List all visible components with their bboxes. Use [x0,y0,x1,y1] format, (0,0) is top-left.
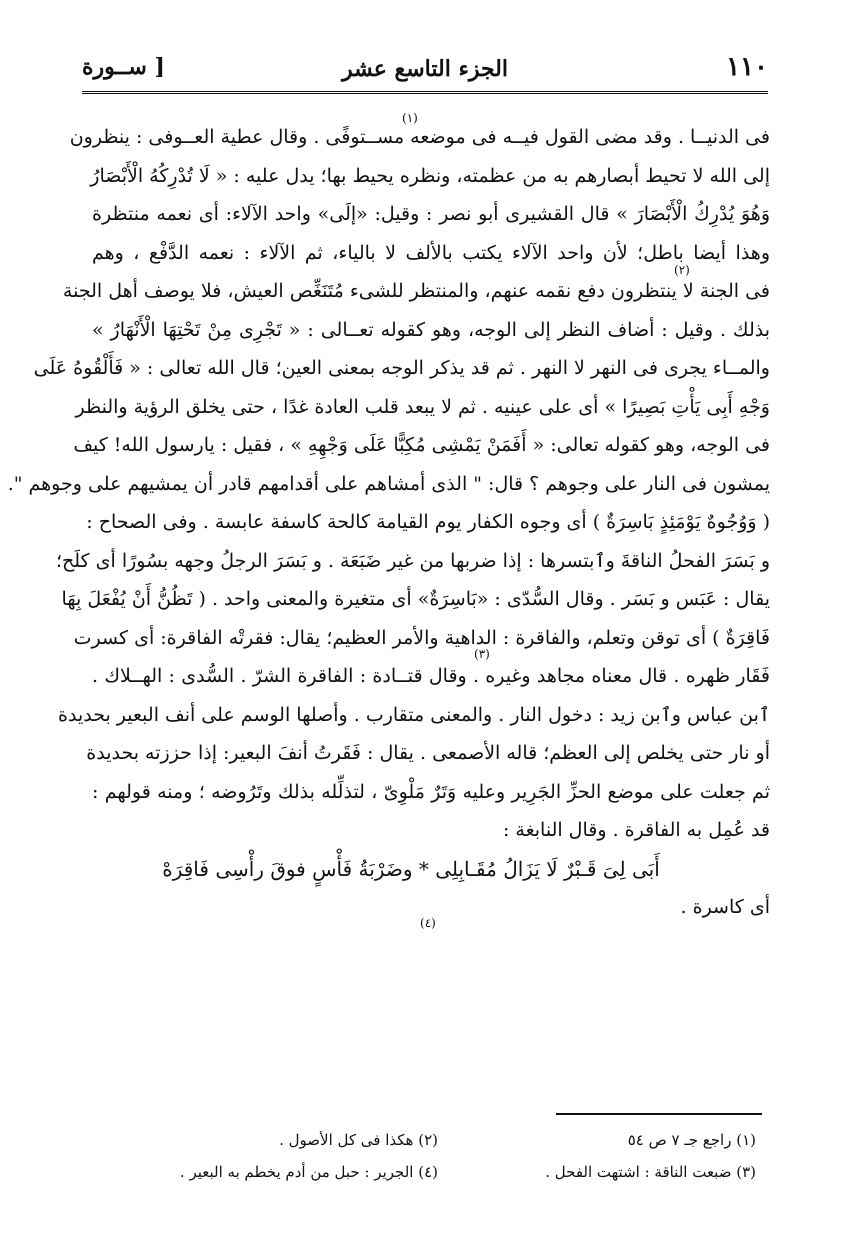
running-title: الجزء التاسع عشر [341,56,508,82]
text-line: فَقَار ظهره . قال معناه مجاهد وغيره . وقال قتــادة : الفاقرة الشرّ . السُّدى : الهــلاك . [92,665,770,687]
text-line: يمشون فى النار على وجوهم ؟ قال: " الذى أمشاهم على أقدامهم قادر أن يمشيهم على وجوهم ". [7,472,770,495]
text-line: إلى الله لا تحيط أبصارهم به من عظمته، ونظره يحيط بها؛ يدل عليه : « لَا تُدْرِكُهُ الْأَبْصَارُ [90,164,770,187]
page-number: ١١٠ [726,52,768,82]
surah-label: [ ســورة [82,54,165,80]
page-header [82,44,768,94]
text-line: وَجْهِ أَبِى يَأْتِ بَصِيرًا » أى على عينيه . ثم لا يبعد قلب العادة غدًا ، حتى يخلق الرؤية والنظر [75,395,770,418]
text-line: فَاقِرَةٌ ) أى توقن وتعلم، والفاقرة : الداهية والأمر العظيم؛ يقال: فقرتْه الفاقرة: أى كسرت [73,626,770,649]
footnote-1: (١) راجع جـ ٧ ص ٥٤ [627,1131,756,1149]
main-text [7,118,770,930]
footnote-mark-4: (٤) [420,916,436,930]
footnotes [120,1124,756,1188]
footnote-3: (٣) ضبعت الناقة : اشتهت الفحل . [545,1163,756,1181]
text-line: فى الجنة لا ينتظرون دفع نقمه عنهم، والمنتظر للشىء مُتَنَغِّص العيش، فلا يوصف أهل الجنة [62,280,770,302]
text-line: و بَسَرَ الفحلُ الناقةَ وٱبتسرها : إذا ضربها من غير ضَبَعَة . و بَسَرَ الرجلُ وجهه بسُورًا أى كلَح؛ [55,549,770,572]
text-line: فى الوجه، وهو كقوله تعالى: « أَفَمَنْ يَمْشِى مُكِبًّا عَلَى وَجْهِهِ » ، فقيل : يارسول الله! كيف [73,434,770,456]
text-line: ثم جعلت على موضع الحزِّ الجَرِير وعليه وَتَرٌ مَلْوِىّ ، لتذلِّله بذلك وتَرُوضه ؛ ومنه قولهم : [92,780,770,803]
header-rule [82,91,768,94]
text-line: بذلك . وقيل : أضاف النظر إلى الوجه، وهو كقوله تعــالى : « تَجْرِى مِنْ تَحْتِهَا الْأَنْهَارُ » [92,318,770,341]
text-line: وهذا أيضا باطل؛ لأن واحد الآلاء يكتب بالألف لا بالياء، ثم الآلاء : نعمه الدَّفْع ، وهم [92,241,770,264]
text-line: يقال : عَبَس و بَسَر . وقال السُّدّى : «بَاسِرَةٌ» أى متغيرة والمعنى واحد . ( تَظُنُّ أَنْ يُفْعَلَ بِهَا [61,588,770,610]
footnote-mark-3: (٣) [474,647,490,661]
footnote-4: (٤) الجرير : حبل من أدم يخطم به البعير . [179,1163,438,1181]
footnote-mark-2: (٢) [674,263,690,277]
text-line: والمــاء يجرى فى النهر لا النهر . ثم قد يذكر الوجه بمعنى العين؛ قال الله تعالى : « فَأَلْقُوهُ عَلَى [33,357,770,379]
text-line: أو نار حتى يخلص إلى العظم؛ قاله الأصمعى . يقال : فَقَرتُ أنفَ البعير: إذا حززته بحديدة [86,742,770,764]
footnote-2: (٢) هكذا فى كل الأصول . [279,1131,438,1149]
text-line: قد عُمِل به الفاقرة . وقال النابغة : [502,819,770,841]
text-line: ٱبن عباس وٱبن زيد : دخول النار . والمعنى متقارب . وأصلها الوسم على أنف البعير بحديدة [58,703,770,726]
poetry-verse: أَبَى لِىَ قَـبْرٌ لَا يَزَالُ مُقَـابِلِى * وضَرْبَةُ فَأْسٍ فوقَ رأْسِى فَاقِرَهْ [162,856,660,881]
text-line: ( وَوُجُوهٌ يَوْمَئِذٍ بَاسِرَةٌ ) أى وجوه الكفار يوم القيامة كالحة كاسفة عابسة . وفى الصحاح : [86,511,770,533]
text-line: وَهُوَ يُدْرِكُ الْأَبْصَارَ » قال القشيرى أبو نصر : وقيل: «إلَى» واحد الآلاء: أى نعمه منتظرة [92,203,770,225]
closing-line: أى كاسرة . [680,896,770,918]
footnote-mark-1: (١) [402,111,418,125]
footnote-rule [556,1113,762,1115]
text-line: فى الدنيــا . وقد مضى القول فيــه فى موضعه مســتوفًى . وقال عطية العــوفى : ينظرون [69,126,770,148]
